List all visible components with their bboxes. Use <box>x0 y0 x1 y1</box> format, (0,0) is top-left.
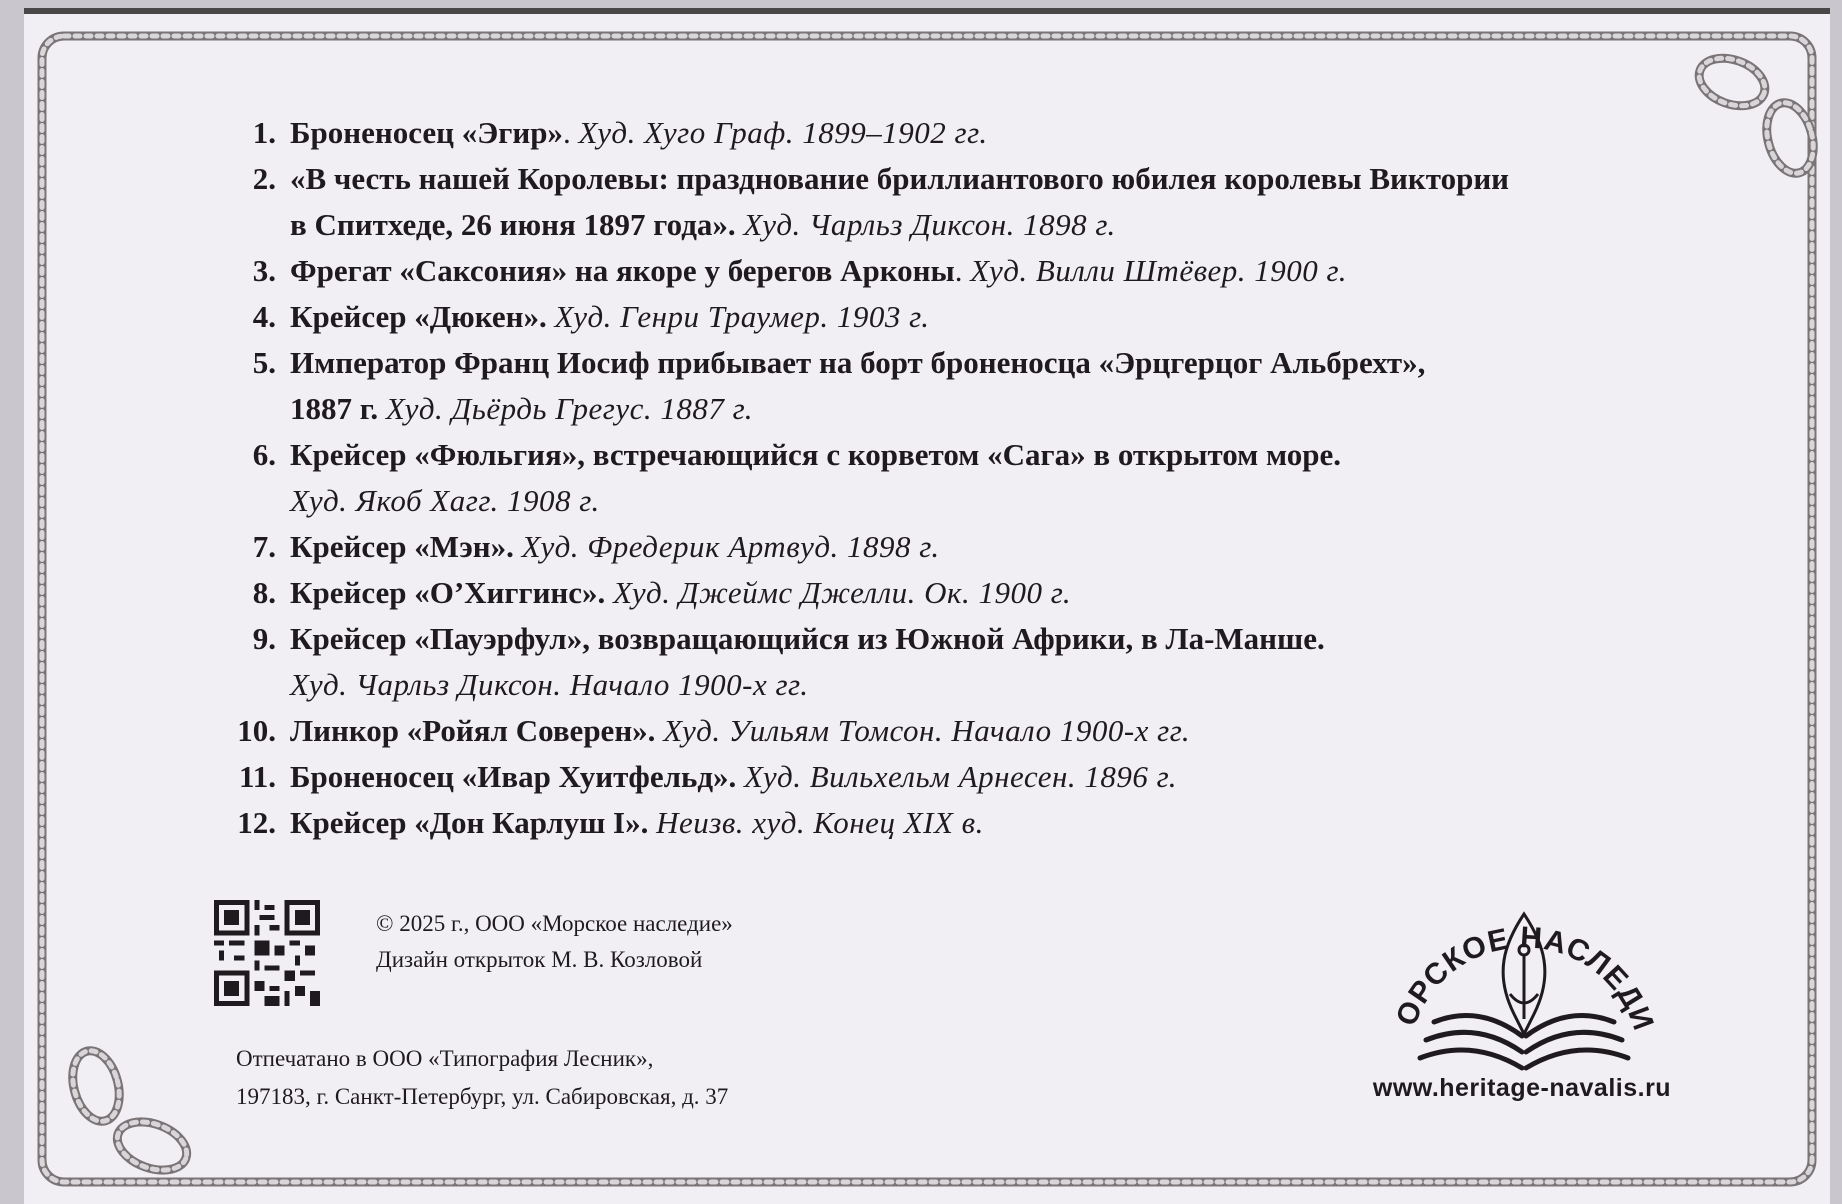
item-number: 2. <box>252 161 276 196</box>
item-number: 4. <box>252 299 276 334</box>
painting-title: Крейсер «Фюльгия», встречающийся с корветом «Сага» в открытом море. <box>290 437 1342 472</box>
item-text <box>290 708 1644 754</box>
item-text <box>290 616 1644 708</box>
qr-code[interactable] <box>214 900 320 1006</box>
painting-title: Броненосец «Эгир» <box>290 115 563 150</box>
item-text <box>290 800 1644 846</box>
item-number: 12. <box>237 805 276 840</box>
item-text <box>290 294 1644 340</box>
item-text <box>290 570 1644 616</box>
morskoe-nasledie-logo <box>1364 854 1684 1084</box>
logo-arc-text: ОРСКОЕ НАСЛЕДИ <box>1389 921 1660 1036</box>
item-text <box>290 432 1644 524</box>
item-text <box>290 156 1644 248</box>
list-item <box>224 754 1644 800</box>
artist-credit: Худ. Вилли Штёвер. 1900 г. <box>970 253 1347 288</box>
list-item <box>224 248 1644 294</box>
artist-credit: Худ. Хуго Граф. 1899–1902 гг. <box>578 115 988 150</box>
printer-info <box>236 1040 728 1116</box>
artist-credit: Худ. Джеймс Джелли. Ок. 1900 г. <box>613 575 1072 610</box>
artist-credit: Неизв. худ. Конец XIX в. <box>656 805 984 840</box>
illustration-list <box>224 110 1644 846</box>
item-number: 11. <box>238 759 276 794</box>
copyright-line: © 2025 г., ООО «Морское наследие» <box>376 911 733 936</box>
rope-knot-bottom-left <box>65 1046 193 1179</box>
painting-title: Император Франц Иосиф прибывает на борт броненосца «Эрцгерцог Альбрехт», <box>290 345 1426 380</box>
title-separator: . <box>562 115 571 150</box>
artist-credit: Худ. Уильям Томсон. Начало 1900-х гг. <box>663 713 1191 748</box>
item-text <box>290 248 1644 294</box>
painting-title: Броненосец «Ивар Хуитфельд». <box>290 759 737 794</box>
list-item <box>224 800 1644 846</box>
item-number: 1. <box>252 115 276 150</box>
item-text <box>290 754 1644 800</box>
rope-knot-top-right <box>1693 50 1821 179</box>
painting-title: Крейсер «Пауэрфул», возвращающийся из Южной Африки, в Ла-Манше. <box>290 621 1325 656</box>
artist-credit: Худ. Вильхельм Арнесен. 1896 г. <box>744 759 1178 794</box>
list-item <box>224 432 1644 524</box>
artist-credit: Худ. Якоб Хагг. 1908 г. <box>290 483 600 518</box>
painting-title: «В честь нашей Королевы: празднование бриллиантового юбилея королевы Виктории <box>290 161 1510 196</box>
item-text <box>290 340 1644 432</box>
list-item <box>224 524 1644 570</box>
list-item <box>224 570 1644 616</box>
artist-credit: Худ. Генри Траумер. 1903 г. <box>554 299 930 334</box>
painting-title: Фрегат «Саксония» на якоре у берегов Арконы <box>290 253 955 288</box>
printer-address: 197183, г. Санкт-Петербург, ул. Сабировская, д. 37 <box>236 1084 729 1109</box>
title-separator: . <box>954 253 963 288</box>
website-link[interactable]: www.heritage-navalis.ru <box>1372 1074 1672 1102</box>
painting-title: Линкор «Ройял Соверен». <box>290 713 656 748</box>
painting-title-continued: в Спитхеде, 26 июня 1897 года». <box>290 207 736 242</box>
list-item <box>224 340 1644 432</box>
designer-line: Дизайн открыток М. В. Козловой <box>376 947 703 972</box>
item-number: 5. <box>252 345 276 380</box>
list-item <box>224 110 1644 156</box>
list-item <box>224 156 1644 248</box>
list-item <box>224 708 1644 754</box>
qr-code-icon <box>214 900 320 1006</box>
item-text <box>290 524 1644 570</box>
painting-title: Крейсер «Дон Карлуш I». <box>290 805 649 840</box>
artist-credit: Худ. Фредерик Артвуд. 1898 г. <box>521 529 940 564</box>
item-number: 8. <box>252 575 276 610</box>
artist-credit: Худ. Чарльз Диксон. Начало 1900-х гг. <box>290 667 809 702</box>
postcard-back <box>24 8 1830 1204</box>
item-number: 10. <box>237 713 276 748</box>
painting-title: Крейсер «Мэн». <box>290 529 514 564</box>
publisher-info <box>376 906 733 978</box>
artist-credit: Худ. Чарльз Диксон. 1898 г. <box>743 207 1116 242</box>
item-number: 3. <box>252 253 276 288</box>
item-text <box>290 110 1644 156</box>
painting-title: Крейсер «Дюкен». <box>290 299 547 334</box>
item-number: 9. <box>252 621 276 656</box>
item-number: 7. <box>252 529 276 564</box>
printer-line: Отпечатано в ООО «Типография Лесник», <box>236 1046 654 1071</box>
waves-icon <box>1420 1016 1628 1068</box>
artist-credit: Худ. Дьёрдь Грегус. 1887 г. <box>385 391 754 426</box>
painting-title: Крейсер «О’Хиггинс». <box>290 575 606 610</box>
list-item <box>224 616 1644 708</box>
list-item <box>224 294 1644 340</box>
painting-title-continued: 1887 г. <box>290 391 379 426</box>
item-number: 6. <box>252 437 276 472</box>
